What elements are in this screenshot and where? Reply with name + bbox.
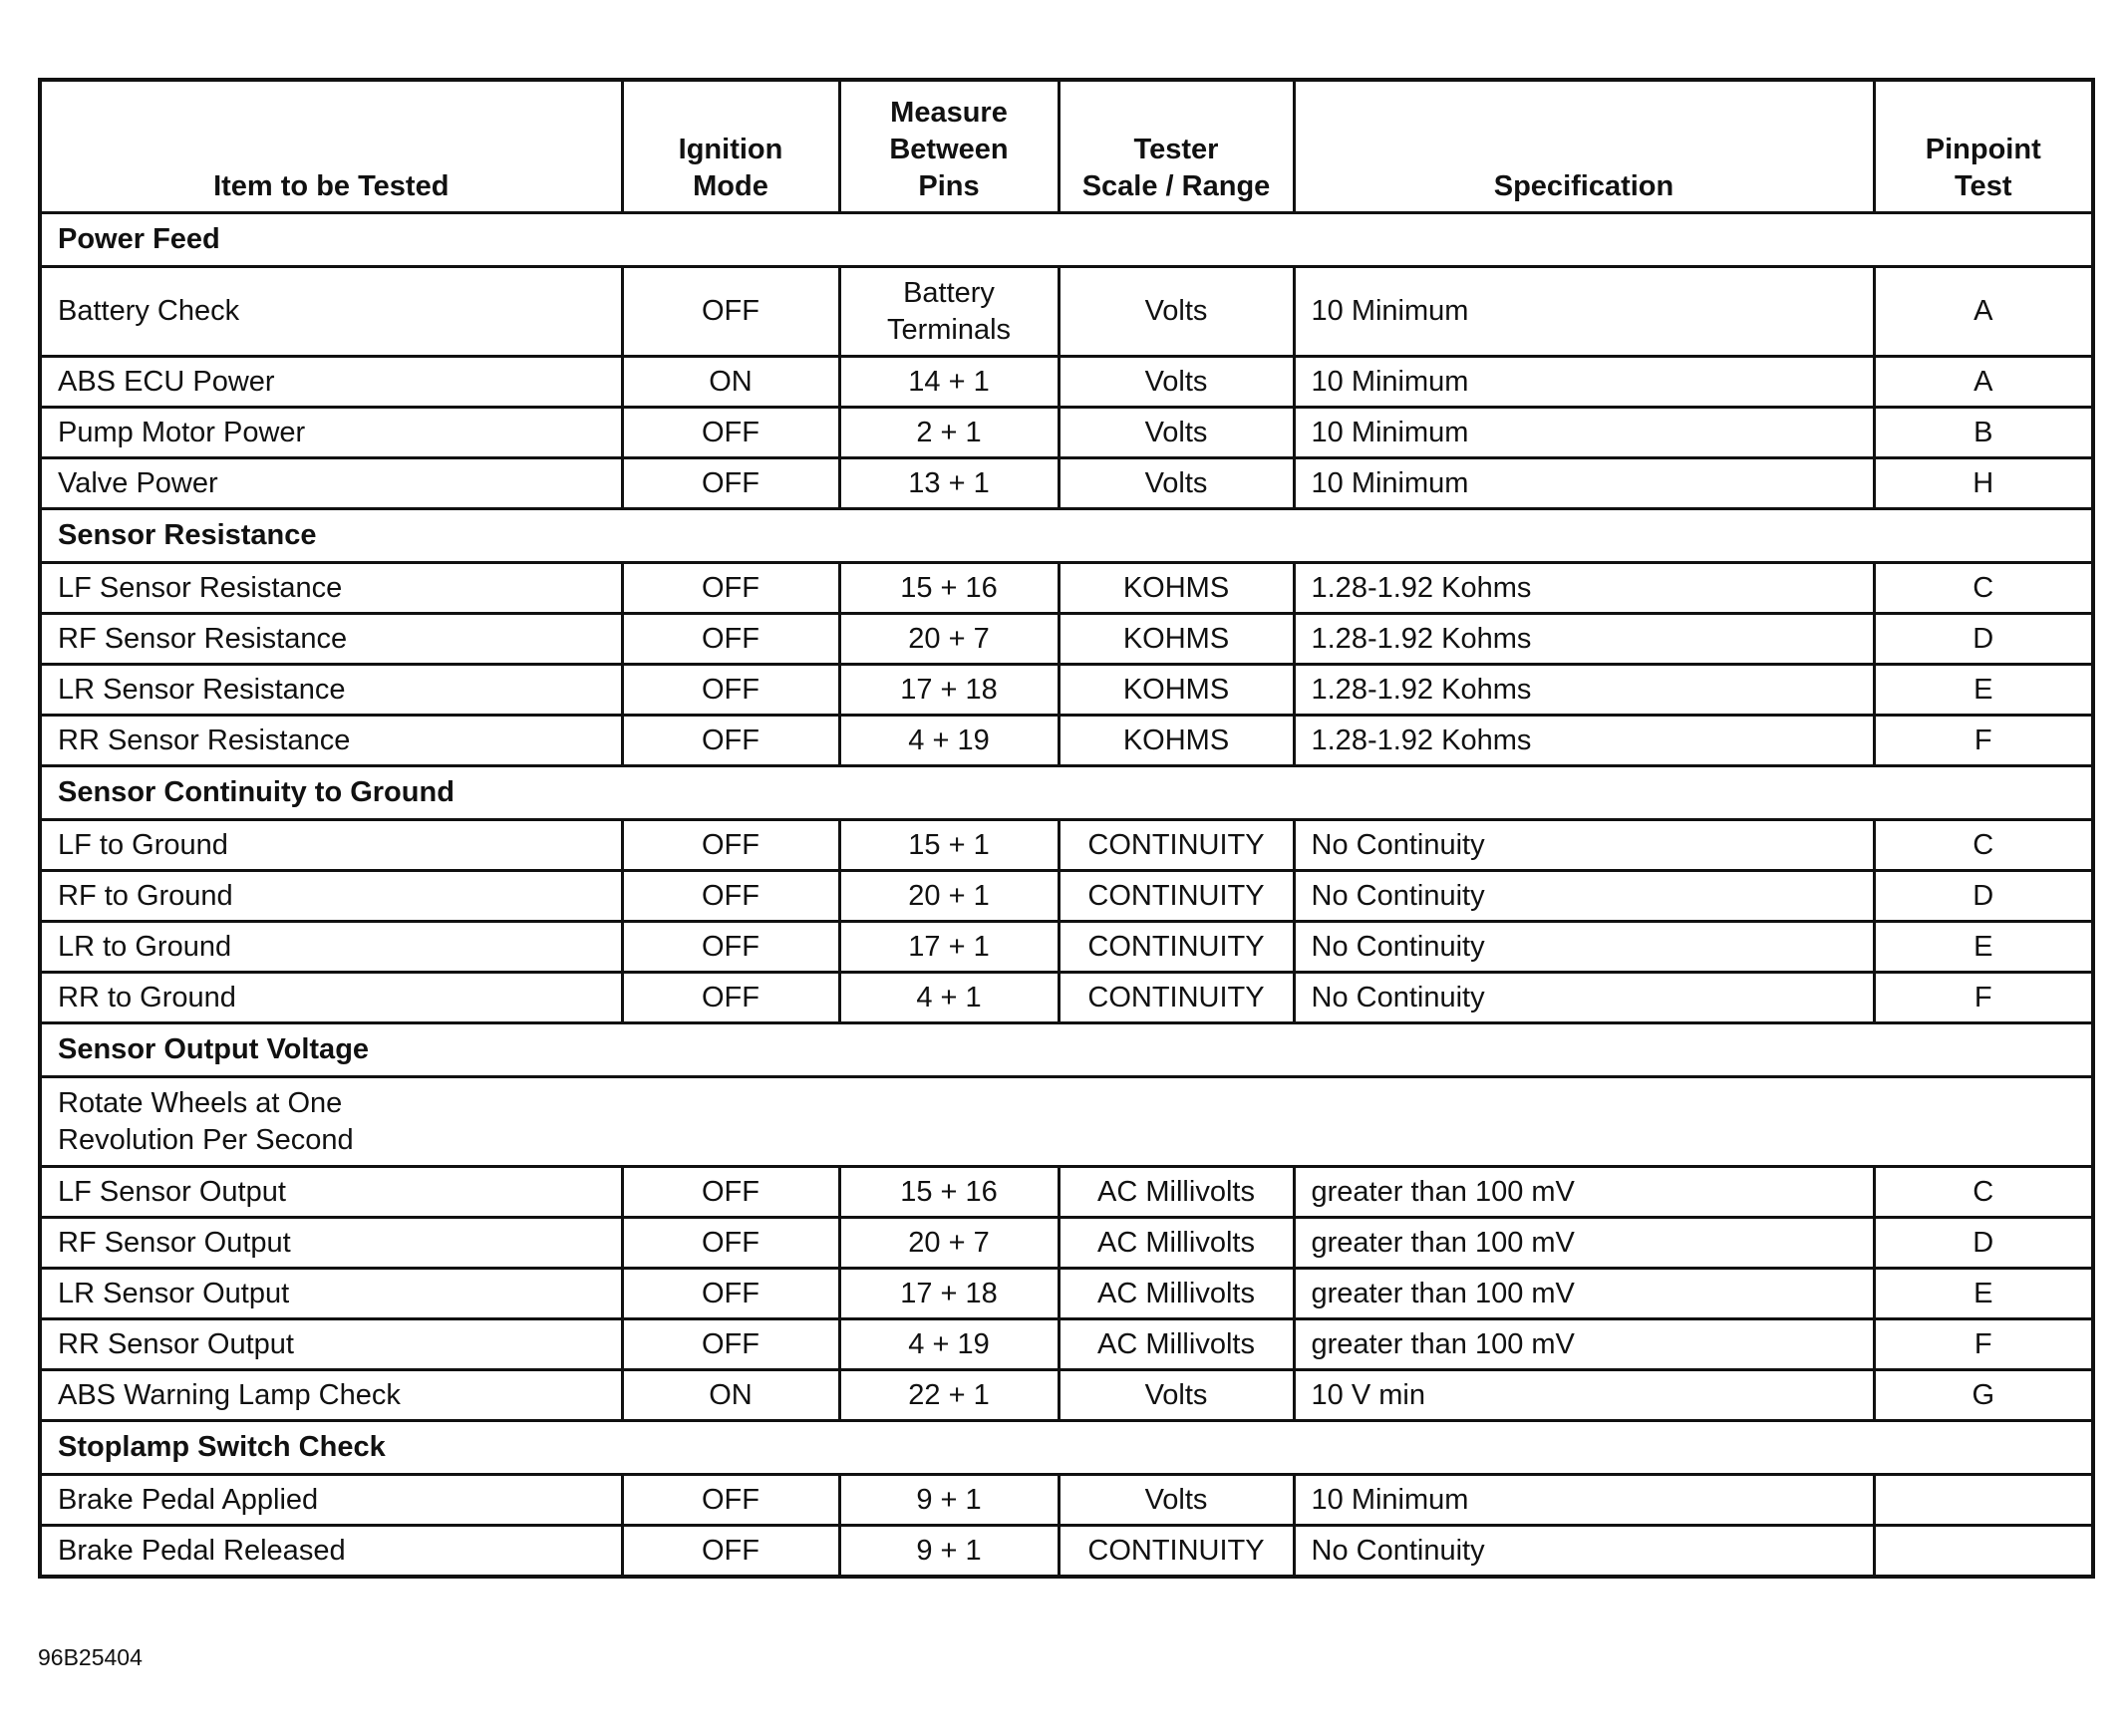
section-title: Power Feed bbox=[40, 213, 2093, 267]
specification-cell: 1.28-1.92 Kohms bbox=[1294, 665, 1874, 716]
ignition-mode-cell: OFF bbox=[622, 922, 839, 973]
pinpoint-cell: D bbox=[1874, 1218, 2093, 1269]
table-row bbox=[40, 267, 2093, 357]
table-row bbox=[40, 408, 2093, 458]
item-cell: RF Sensor Resistance bbox=[40, 614, 622, 665]
figure-id: 96B25404 bbox=[38, 1644, 143, 1670]
item-cell: LR Sensor Output bbox=[40, 1269, 622, 1319]
ignition-mode-cell: OFF bbox=[622, 820, 839, 871]
pins-cell: 17 + 18 bbox=[839, 665, 1059, 716]
table-row bbox=[40, 1526, 2093, 1578]
pins-cell: Battery Terminals bbox=[839, 267, 1059, 357]
pins-cell: 20 + 7 bbox=[839, 1218, 1059, 1269]
pinpoint-cell: A bbox=[1874, 357, 2093, 408]
specification-cell: 10 V min bbox=[1294, 1370, 1874, 1421]
pinpoint-cell: F bbox=[1874, 1319, 2093, 1370]
specification-cell: No Continuity bbox=[1294, 922, 1874, 973]
ignition-mode-cell: OFF bbox=[622, 1218, 839, 1269]
item-cell: Valve Power bbox=[40, 458, 622, 509]
pinpoint-cell: E bbox=[1874, 665, 2093, 716]
item-cell: RR to Ground bbox=[40, 973, 622, 1023]
table-row bbox=[40, 1167, 2093, 1218]
pins-cell: 15 + 1 bbox=[839, 820, 1059, 871]
pinpoint-cell: B bbox=[1874, 408, 2093, 458]
pinpoint-cell: A bbox=[1874, 267, 2093, 357]
pins-cell: 4 + 19 bbox=[839, 1319, 1059, 1370]
header-measure-pins: Measure Between Pins bbox=[839, 80, 1059, 213]
scale-cell: AC Millivolts bbox=[1059, 1218, 1294, 1269]
pinpoint-cell: C bbox=[1874, 563, 2093, 614]
specification-cell: 10 Minimum bbox=[1294, 267, 1874, 357]
scale-cell: Volts bbox=[1059, 357, 1294, 408]
table-row bbox=[40, 922, 2093, 973]
pinpoint-cell: E bbox=[1874, 922, 2093, 973]
pinpoint-cell: D bbox=[1874, 871, 2093, 922]
scale-cell: KOHMS bbox=[1059, 665, 1294, 716]
pinpoint-cell: H bbox=[1874, 458, 2093, 509]
item-cell: LF Sensor Output bbox=[40, 1167, 622, 1218]
ignition-mode-cell: ON bbox=[622, 1370, 839, 1421]
section-row bbox=[40, 509, 2093, 563]
table-row bbox=[40, 871, 2093, 922]
header-tester-scale: Tester Scale / Range bbox=[1059, 80, 1294, 213]
table-row bbox=[40, 357, 2093, 408]
ignition-mode-cell: OFF bbox=[622, 563, 839, 614]
pins-cell: 15 + 16 bbox=[839, 563, 1059, 614]
ignition-mode-cell: OFF bbox=[622, 1167, 839, 1218]
scale-cell: KOHMS bbox=[1059, 563, 1294, 614]
scale-cell: Volts bbox=[1059, 408, 1294, 458]
pinpoint-cell: F bbox=[1874, 973, 2093, 1023]
pinpoint-cell: F bbox=[1874, 716, 2093, 766]
section-title: Stoplamp Switch Check bbox=[40, 1421, 2093, 1475]
item-cell: ABS Warning Lamp Check bbox=[40, 1370, 622, 1421]
item-cell: Battery Check bbox=[40, 267, 622, 357]
specification-cell: No Continuity bbox=[1294, 1526, 1874, 1578]
item-cell: Pump Motor Power bbox=[40, 408, 622, 458]
pins-cell: 14 + 1 bbox=[839, 357, 1059, 408]
scale-cell: KOHMS bbox=[1059, 716, 1294, 766]
section-row bbox=[40, 1023, 2093, 1077]
table-row bbox=[40, 1218, 2093, 1269]
table-row bbox=[40, 665, 2093, 716]
specification-cell: 1.28-1.92 Kohms bbox=[1294, 614, 1874, 665]
pinpoint-cell: D bbox=[1874, 614, 2093, 665]
section-row bbox=[40, 213, 2093, 267]
pinpoint-cell: C bbox=[1874, 820, 2093, 871]
header-row bbox=[40, 80, 2093, 213]
pins-cell: 22 + 1 bbox=[839, 1370, 1059, 1421]
specification-cell: 10 Minimum bbox=[1294, 408, 1874, 458]
item-cell: LR Sensor Resistance bbox=[40, 665, 622, 716]
specification-cell: 10 Minimum bbox=[1294, 357, 1874, 408]
ignition-mode-cell: OFF bbox=[622, 1526, 839, 1578]
section-title: Sensor Continuity to Ground bbox=[40, 766, 2093, 820]
section-title: Sensor Resistance bbox=[40, 509, 2093, 563]
item-cell: RF Sensor Output bbox=[40, 1218, 622, 1269]
specification-cell: No Continuity bbox=[1294, 871, 1874, 922]
table-row bbox=[40, 1370, 2093, 1421]
scale-cell: CONTINUITY bbox=[1059, 820, 1294, 871]
table-row bbox=[40, 458, 2093, 509]
item-cell: LR to Ground bbox=[40, 922, 622, 973]
ignition-mode-cell: OFF bbox=[622, 408, 839, 458]
test-table bbox=[38, 78, 2095, 1579]
ignition-mode-cell: OFF bbox=[622, 871, 839, 922]
table-row bbox=[40, 1475, 2093, 1526]
scale-cell: CONTINUITY bbox=[1059, 1526, 1294, 1578]
item-cell: RR Sensor Resistance bbox=[40, 716, 622, 766]
ignition-mode-cell: ON bbox=[622, 357, 839, 408]
item-cell: RR Sensor Output bbox=[40, 1319, 622, 1370]
section-row bbox=[40, 1421, 2093, 1475]
ignition-mode-cell: OFF bbox=[622, 1269, 839, 1319]
item-cell: Brake Pedal Released bbox=[40, 1526, 622, 1578]
scale-cell: Volts bbox=[1059, 267, 1294, 357]
specification-cell: 10 Minimum bbox=[1294, 1475, 1874, 1526]
item-cell: RF to Ground bbox=[40, 871, 622, 922]
table-row bbox=[40, 614, 2093, 665]
pinpoint-cell: E bbox=[1874, 1269, 2093, 1319]
specification-cell: greater than 100 mV bbox=[1294, 1269, 1874, 1319]
note-row bbox=[40, 1077, 2093, 1167]
specification-cell: greater than 100 mV bbox=[1294, 1319, 1874, 1370]
scale-cell: CONTINUITY bbox=[1059, 922, 1294, 973]
pins-cell: 13 + 1 bbox=[839, 458, 1059, 509]
pins-cell: 15 + 16 bbox=[839, 1167, 1059, 1218]
table-row bbox=[40, 820, 2093, 871]
pinpoint-cell bbox=[1874, 1526, 2093, 1578]
ignition-mode-cell: OFF bbox=[622, 458, 839, 509]
table-row bbox=[40, 973, 2093, 1023]
specification-cell: No Continuity bbox=[1294, 973, 1874, 1023]
table-row bbox=[40, 1319, 2093, 1370]
specification-cell: 1.28-1.92 Kohms bbox=[1294, 563, 1874, 614]
header-ignition-mode: Ignition Mode bbox=[622, 80, 839, 213]
specification-cell: No Continuity bbox=[1294, 820, 1874, 871]
table-row bbox=[40, 1269, 2093, 1319]
scale-cell: CONTINUITY bbox=[1059, 973, 1294, 1023]
pins-cell: 20 + 7 bbox=[839, 614, 1059, 665]
item-cell: ABS ECU Power bbox=[40, 357, 622, 408]
table-row bbox=[40, 716, 2093, 766]
specification-cell: 10 Minimum bbox=[1294, 458, 1874, 509]
ignition-mode-cell: OFF bbox=[622, 267, 839, 357]
scale-cell: KOHMS bbox=[1059, 614, 1294, 665]
section-row bbox=[40, 766, 2093, 820]
scale-cell: AC Millivolts bbox=[1059, 1319, 1294, 1370]
pins-cell: 9 + 1 bbox=[839, 1475, 1059, 1526]
scale-cell: Volts bbox=[1059, 458, 1294, 509]
pinpoint-cell bbox=[1874, 1475, 2093, 1526]
pins-cell: 17 + 1 bbox=[839, 922, 1059, 973]
ignition-mode-cell: OFF bbox=[622, 716, 839, 766]
scale-cell: Volts bbox=[1059, 1370, 1294, 1421]
item-cell: LF Sensor Resistance bbox=[40, 563, 622, 614]
pins-cell: 2 + 1 bbox=[839, 408, 1059, 458]
pins-cell: 4 + 19 bbox=[839, 716, 1059, 766]
pinpoint-cell: G bbox=[1874, 1370, 2093, 1421]
ignition-mode-cell: OFF bbox=[622, 1475, 839, 1526]
pins-cell: 4 + 1 bbox=[839, 973, 1059, 1023]
table-row bbox=[40, 563, 2093, 614]
scale-cell: Volts bbox=[1059, 1475, 1294, 1526]
scale-cell: AC Millivolts bbox=[1059, 1167, 1294, 1218]
scale-cell: AC Millivolts bbox=[1059, 1269, 1294, 1319]
scale-cell: CONTINUITY bbox=[1059, 871, 1294, 922]
ignition-mode-cell: OFF bbox=[622, 1319, 839, 1370]
pinpoint-cell: C bbox=[1874, 1167, 2093, 1218]
pins-cell: 20 + 1 bbox=[839, 871, 1059, 922]
pins-cell: 9 + 1 bbox=[839, 1526, 1059, 1578]
ignition-mode-cell: OFF bbox=[622, 973, 839, 1023]
specification-cell: greater than 100 mV bbox=[1294, 1218, 1874, 1269]
pins-cell: 17 + 18 bbox=[839, 1269, 1059, 1319]
ignition-mode-cell: OFF bbox=[622, 614, 839, 665]
header-specification: Specification bbox=[1294, 80, 1874, 213]
item-cell: Brake Pedal Applied bbox=[40, 1475, 622, 1526]
ignition-mode-cell: OFF bbox=[622, 665, 839, 716]
specification-cell: 1.28-1.92 Kohms bbox=[1294, 716, 1874, 766]
section-title: Sensor Output Voltage bbox=[40, 1023, 2093, 1077]
note-text: Rotate Wheels at One Revolution Per Second bbox=[40, 1077, 2093, 1167]
header-pinpoint-test: Pinpoint Test bbox=[1874, 80, 2093, 213]
header-item: Item to be Tested bbox=[40, 80, 622, 213]
specification-cell: greater than 100 mV bbox=[1294, 1167, 1874, 1218]
item-cell: LF to Ground bbox=[40, 820, 622, 871]
